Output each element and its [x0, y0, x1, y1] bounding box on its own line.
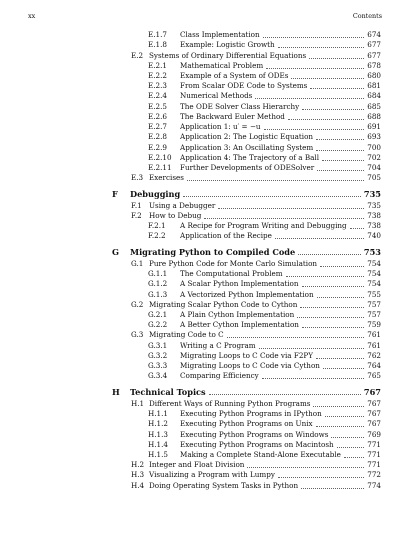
toc-entry-number: H.1.3	[148, 429, 168, 439]
dot-leader	[317, 163, 364, 171]
toc-entry-page: 705	[367, 173, 381, 183]
toc-entry-page: 754	[367, 258, 381, 268]
toc-section	[0, 259, 406, 269]
toc-entry-number: E.2.7	[148, 122, 167, 132]
toc-entry-page: 688	[367, 111, 381, 121]
dot-leader	[323, 361, 364, 369]
toc-section	[0, 470, 406, 480]
dot-leader	[316, 351, 364, 359]
toc-subsection	[0, 450, 406, 460]
dot-leader	[316, 143, 364, 151]
toc-entry-number: F.2	[131, 210, 142, 220]
toc-subsection	[0, 351, 406, 361]
dot-leader	[300, 300, 364, 308]
dot-leader	[187, 173, 364, 181]
toc-entry-title: A Scalar Python Implementation	[180, 279, 299, 289]
toc-entry-title: The Backward Euler Method	[180, 111, 285, 121]
dot-leader	[322, 153, 364, 161]
toc-entry-title: Migrating Python to Compiled Code	[130, 246, 296, 257]
toc-section	[0, 481, 406, 491]
dot-leader	[316, 132, 364, 140]
toc-subsection	[0, 290, 406, 300]
toc-subsection	[0, 231, 406, 241]
dot-leader	[316, 419, 364, 427]
toc-entry-title: From Scalar ODE Code to Systems	[180, 81, 308, 91]
toc-entry-number: E.2.11	[148, 163, 172, 172]
toc-subsection	[0, 81, 406, 91]
toc-entry-page: 684	[367, 91, 381, 101]
dot-leader	[313, 399, 364, 407]
toc-entry-title: Doing Operating System Tasks in Python	[149, 480, 299, 490]
toc-entry-number: H.1.5	[148, 450, 168, 459]
toc-entry-number: G.3	[131, 330, 144, 340]
dot-leader	[350, 221, 364, 229]
toc-entry-title: Application 3: An Oscillating System	[180, 142, 314, 152]
toc-entry-number: G.3.3	[148, 361, 168, 371]
toc-subsection	[0, 71, 406, 81]
toc-entry-number: E.2.6	[148, 111, 167, 121]
toc-entry-page: 677	[367, 50, 381, 60]
toc-entry-page: 693	[367, 132, 381, 142]
toc-entry-page: 765	[367, 371, 381, 381]
toc-subsection	[0, 61, 406, 71]
toc-entry-number: G.2.1	[148, 310, 168, 319]
dot-leader	[259, 341, 364, 349]
running-header	[28, 12, 382, 22]
toc-entry-number: E.2.9	[148, 142, 167, 152]
toc-entry-page: 738	[367, 221, 381, 231]
toc-entry-page: 761	[367, 340, 381, 350]
toc-entry-title: Different Ways of Running Python Programs	[149, 398, 311, 408]
toc-entry-number: H	[112, 386, 120, 397]
toc-entry-page: 685	[367, 101, 381, 111]
toc-entry-title: A Better Cython Implementation	[180, 320, 299, 330]
toc-subsection	[0, 153, 406, 163]
toc-entry-page: 753	[363, 246, 381, 257]
toc-entry-title: Application 1: u′ = −u	[180, 122, 261, 132]
toc-entry-title: A Recipe for Program Writing and Debugging	[180, 221, 347, 231]
toc-entry-page: 759	[367, 320, 381, 330]
toc-entry-title: Comparing Efficiency	[180, 371, 259, 381]
toc-subsection	[0, 102, 406, 112]
toc-entry-page: 767	[363, 386, 381, 397]
toc-entry-page: 735	[363, 188, 381, 199]
dot-leader	[288, 112, 364, 120]
toc-entry-title: Executing Python Programs on Unix	[180, 419, 313, 429]
toc-entry-page: 680	[367, 70, 381, 80]
toc-subsection	[0, 132, 406, 142]
dot-leader	[325, 409, 364, 417]
toc-entry-title: Application 4: The Trajectory of a Ball	[180, 152, 319, 162]
toc-entry-number: F.2.1	[148, 221, 166, 231]
toc-entry-number: G	[112, 246, 119, 257]
toc-entry-number: G.3.4	[148, 371, 168, 381]
dot-leader	[264, 122, 364, 130]
toc-entry-number: H.3	[131, 470, 145, 480]
dot-leader	[286, 269, 364, 277]
toc-entry-number: E.2.5	[148, 101, 167, 111]
toc-entry-page: 769	[367, 429, 381, 439]
toc-entry-title: Application 2: The Logistic Equation	[180, 132, 314, 142]
dot-leader	[183, 189, 361, 197]
toc-subsection	[0, 371, 406, 381]
toc-entry-number: E.2.8	[148, 132, 167, 142]
toc-entry-page: 757	[367, 299, 381, 309]
toc-entry-page: 691	[367, 122, 381, 132]
toc-entry-page: 755	[367, 289, 381, 299]
toc-entry-title: Executing Python Programs on Macintosh	[180, 439, 334, 449]
dot-leader	[297, 310, 364, 318]
toc-entry-number: E.2.2	[148, 70, 167, 80]
toc-entry-title: Class Implementation	[180, 30, 260, 39]
dot-leader	[317, 290, 364, 298]
dot-leader	[310, 81, 364, 89]
toc-entry-number: H.1.1	[148, 409, 168, 419]
toc-entry-title: Migrating Loops to C Code via F2PY	[180, 350, 314, 360]
toc-entry-page: 678	[367, 60, 381, 70]
toc-entry-page: 772	[367, 470, 381, 480]
toc-subsection	[0, 430, 406, 440]
dot-leader	[298, 247, 361, 255]
toc-subsection	[0, 269, 406, 279]
dot-leader	[262, 371, 364, 379]
toc-subsection	[0, 419, 406, 429]
toc-entry-number: H.2	[131, 460, 145, 470]
toc-entry-page: 767	[367, 419, 381, 429]
dot-leader	[302, 102, 364, 110]
toc-subsection	[0, 341, 406, 351]
dot-leader	[337, 440, 364, 448]
toc-entry-title: How to Debug	[149, 210, 202, 220]
toc-entry-title: Application of the Recipe	[180, 231, 272, 241]
dot-leader	[255, 91, 364, 99]
toc-entry-number: E.2.4	[148, 91, 167, 101]
dot-leader	[320, 259, 364, 267]
toc-entry-title: Making a Complete Stand-Alone Executable	[180, 450, 341, 459]
toc-entry-number: H.1.4	[148, 439, 168, 449]
toc-entry-number: G.2.2	[148, 320, 168, 330]
toc-entry-title: Visualizing a Program with Lumpy	[149, 470, 275, 480]
toc-entry-number: H.1	[131, 398, 145, 408]
toc-entry-page: 767	[367, 398, 381, 408]
toc-entry-number: E.2.10	[148, 152, 172, 162]
dot-leader	[247, 460, 364, 468]
toc-entry-page: 762	[367, 350, 381, 360]
dot-leader	[301, 481, 364, 489]
toc-entry-page: 738	[367, 210, 381, 220]
toc-entry-page: 700	[367, 142, 381, 152]
toc-entry-number: E.2.3	[148, 81, 167, 91]
toc-entry-title: Writing a C Program	[180, 340, 256, 350]
dot-leader	[218, 201, 364, 209]
toc-entry-title: A Vectorized Python Implementation	[180, 289, 314, 299]
toc-entry-page: 771	[367, 439, 381, 449]
toc-entry-title: Example of a System of ODEs	[180, 70, 289, 80]
toc-entry-page: 754	[367, 269, 381, 279]
toc-entry-number: E.3	[131, 173, 144, 183]
dot-leader	[278, 470, 364, 478]
toc-subsection	[0, 440, 406, 450]
toc-entry-title: Technical Topics	[130, 386, 206, 397]
toc-entry-number: G.3.1	[148, 340, 168, 350]
toc-entry-title: Migrating Loops to C Code via Cython	[180, 361, 320, 371]
toc-section	[0, 460, 406, 470]
toc-entry-page: 754	[367, 279, 381, 289]
toc-entry-page: 771	[367, 460, 381, 470]
toc-subsection	[0, 409, 406, 419]
toc-section	[0, 330, 406, 340]
toc-entry-number: G.2	[131, 299, 144, 309]
toc-entry-title: Numerical Methods	[180, 91, 253, 101]
dot-leader	[344, 450, 364, 458]
toc-subsection	[0, 112, 406, 122]
toc-entry-number: F.2.2	[148, 231, 166, 241]
toc-entry-number: F.1	[131, 200, 142, 210]
dot-leader	[291, 71, 364, 79]
toc-subsection	[0, 361, 406, 371]
toc-chapter	[0, 387, 406, 397]
toc-entry-title: A Plain Cython Implementation	[180, 310, 295, 319]
toc-entry-number: F	[112, 188, 118, 199]
toc-entry-title: Executing Python Programs in IPython	[180, 409, 322, 419]
toc-entry-title: Pure Python Code for Monte Carlo Simulation	[149, 258, 318, 268]
toc-entry-number: H.4	[131, 480, 145, 490]
running-title: Contents	[352, 12, 382, 20]
toc-subsection	[0, 221, 406, 231]
toc-chapter	[0, 189, 406, 199]
toc-section	[0, 211, 406, 221]
toc-entry-number: G.1.1	[148, 269, 168, 279]
dot-leader	[263, 30, 364, 38]
toc-subsection	[0, 310, 406, 320]
toc-entry-page: 740	[367, 231, 381, 241]
toc-entry-title: Migrating Scalar Python Code to Cython	[149, 299, 298, 309]
toc-section	[0, 173, 406, 183]
toc-chapter	[0, 247, 406, 257]
dot-leader	[204, 211, 364, 219]
toc-entry-page: 702	[367, 152, 381, 162]
toc-section	[0, 201, 406, 211]
toc-entry-page: 767	[367, 409, 381, 419]
toc-entry-number: G.1.2	[148, 279, 168, 289]
toc-entry-title: Further Developments of ODESolver	[180, 163, 315, 172]
toc-subsection	[0, 91, 406, 101]
dot-leader	[331, 430, 364, 438]
toc-entry-title: Debugging	[130, 188, 181, 199]
dot-leader	[302, 279, 364, 287]
toc-entry-title: Integer and Float Division	[149, 460, 245, 470]
toc-entry-page: 764	[367, 361, 381, 371]
toc-entry-page: 761	[367, 330, 381, 340]
toc-entry-title: Migrating Code to C	[149, 330, 224, 340]
toc-entry-title: Exercises	[149, 173, 184, 183]
toc-subsection	[0, 40, 406, 50]
toc-entry-number: E.1.7	[148, 30, 167, 39]
toc-entry-page: 735	[367, 200, 381, 210]
toc-entry-number: E.1.8	[148, 40, 167, 50]
page-number: xx	[28, 12, 36, 20]
toc-entry-page: 757	[367, 310, 381, 319]
toc-entry-page: 771	[367, 450, 381, 459]
toc-entry-number: E.2	[131, 50, 144, 60]
dot-leader	[275, 231, 364, 239]
dot-leader	[227, 330, 364, 338]
toc-entry-page: 681	[367, 81, 381, 91]
toc-entry-title: The Computational Problem	[180, 269, 283, 279]
toc-subsection	[0, 143, 406, 153]
toc-entry-number: H.1.2	[148, 419, 168, 429]
toc-entry-title: Example: Logistic Growth	[180, 40, 275, 50]
toc-subsection	[0, 163, 406, 173]
dot-leader	[302, 320, 364, 328]
toc-section	[0, 300, 406, 310]
toc-entry-page: 674	[367, 30, 381, 39]
toc-entry-title: Executing Python Programs on Windows	[180, 429, 329, 439]
dot-leader	[209, 387, 361, 395]
dot-leader	[278, 40, 364, 48]
toc-entry-number: G.3.2	[148, 350, 168, 360]
toc-section	[0, 51, 406, 61]
toc-entry-page: 704	[367, 163, 381, 172]
toc-section	[0, 399, 406, 409]
toc-subsection	[0, 30, 406, 40]
toc-entry-title: Systems of Ordinary Differential Equations	[149, 50, 307, 60]
toc-entry-title: Mathematical Problem	[180, 60, 264, 70]
toc-entry-number: E.2.1	[148, 60, 167, 70]
dot-leader	[309, 51, 364, 59]
toc-entry-title: Using a Debugger	[149, 200, 216, 210]
dot-leader	[266, 61, 364, 69]
toc-entry-number: G.1.3	[148, 289, 168, 299]
toc-entry-page: 677	[367, 40, 381, 50]
toc-entry-page: 774	[367, 480, 381, 490]
toc-entry-title: The ODE Solver Class Hierarchy	[180, 101, 300, 111]
toc-subsection	[0, 122, 406, 132]
toc-subsection	[0, 320, 406, 330]
toc-entry-number: G.1	[131, 258, 144, 268]
toc-subsection	[0, 279, 406, 289]
